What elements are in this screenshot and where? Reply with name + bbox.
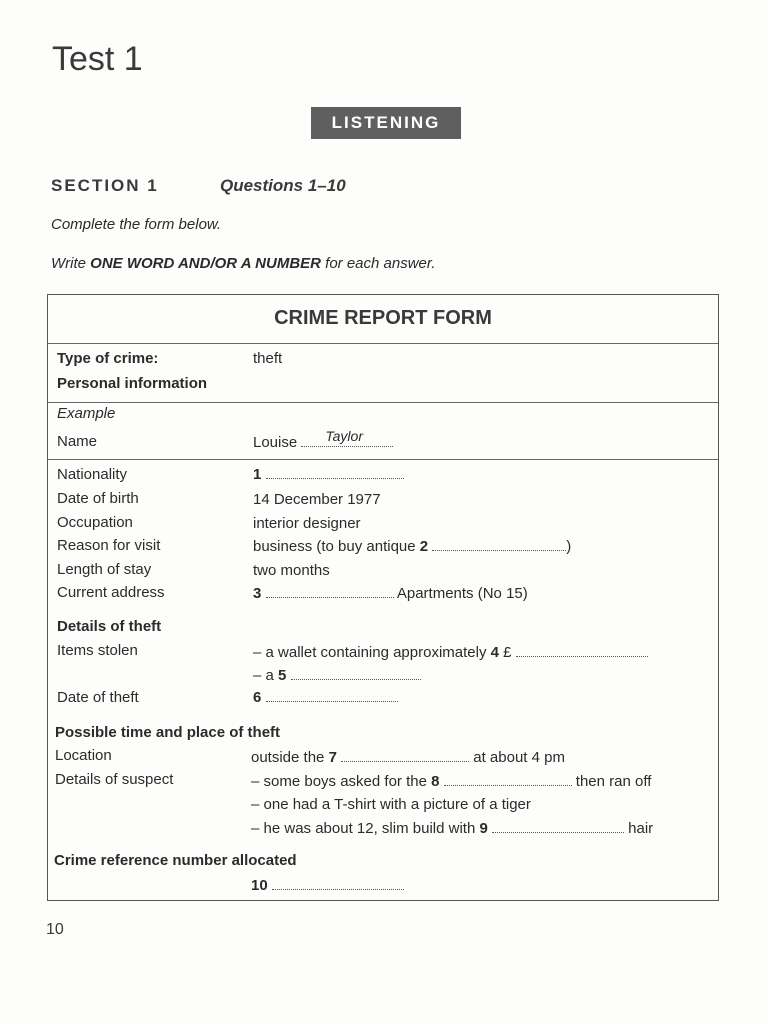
location-pre: outside the: [251, 749, 329, 766]
items-label: Items stolen: [57, 642, 138, 659]
q10-row: [251, 877, 404, 894]
q4-number: 4: [490, 644, 499, 661]
name-first: Louise: [253, 434, 298, 451]
q4-row: [253, 644, 648, 661]
name-answer: Taylor: [325, 428, 363, 444]
q1-row: [253, 466, 404, 483]
divider: [48, 402, 718, 403]
q6-blank[interactable]: [266, 689, 398, 702]
q2-number: 2: [419, 538, 429, 555]
divider: [48, 459, 718, 460]
occupation-value: interior designer: [253, 515, 361, 532]
name-answer-blank: [301, 428, 393, 447]
q8-number: 8: [431, 773, 440, 790]
occupation-label: Occupation: [57, 514, 133, 531]
nationality-label: Nationality: [57, 466, 128, 483]
q1-number: 1: [253, 466, 262, 483]
reason-pre: business (to buy antique: [253, 538, 420, 555]
crime-report-form: [47, 294, 719, 901]
listening-badge: LISTENING: [311, 107, 461, 139]
reason-label: Reason for visit: [57, 537, 161, 554]
q5-number: 5: [278, 667, 287, 684]
form-title: CRIME REPORT FORM: [274, 307, 492, 329]
suspect-label: Details of suspect: [55, 771, 174, 788]
q5-blank[interactable]: [291, 667, 421, 680]
possible-heading: Possible time and place of theft: [55, 724, 281, 741]
q8-blank[interactable]: [444, 773, 572, 786]
suspect1-post: then ran off: [575, 773, 652, 790]
address-label: Current address: [57, 584, 165, 601]
suspect2: – one had a T-shirt with a picture of a tiger: [251, 796, 531, 813]
section-label: SECTION 1: [51, 176, 159, 195]
divider: [48, 343, 718, 344]
q8-row: [251, 773, 651, 790]
type-of-crime-label: Type of crime:: [57, 350, 159, 367]
theft-heading: Details of theft: [57, 618, 162, 635]
q4-blank[interactable]: [516, 644, 648, 657]
q2-blank[interactable]: [432, 538, 566, 551]
stay-label: Length of stay: [57, 561, 152, 578]
items1-currency: £: [503, 644, 512, 661]
q10-number: 10: [251, 877, 268, 894]
reason-post: ): [566, 538, 572, 555]
q10-blank[interactable]: [272, 877, 404, 890]
address-post: Apartments (No 15): [396, 585, 528, 602]
items2-pre: – a: [253, 667, 279, 684]
q9-row: [251, 820, 653, 837]
suspect3-post: hair: [628, 820, 654, 837]
personal-info-heading: Personal information: [57, 375, 208, 392]
name-label: Name: [57, 433, 98, 450]
date-of-theft-label: Date of theft: [57, 689, 139, 706]
q5-row: [253, 667, 421, 684]
crime-ref-heading: Crime reference number allocated: [54, 852, 297, 869]
instruction-complete: Complete the form below.: [51, 216, 222, 233]
page-number: 10: [46, 921, 64, 938]
q7-row: [251, 749, 565, 766]
test-title: Test 1: [52, 40, 143, 78]
instruction-write-bold: ONE WORD AND/OR A NUMBER: [90, 255, 321, 272]
example-label: Example: [57, 405, 116, 422]
q3-blank[interactable]: [266, 585, 394, 598]
instruction-write-post: for each answer.: [321, 255, 436, 272]
dob-label: Date of birth: [57, 490, 139, 507]
q7-blank[interactable]: [341, 749, 469, 762]
q3-number: 3: [253, 585, 262, 602]
stay-value: two months: [253, 562, 330, 579]
instruction-write: [51, 255, 436, 272]
questions-label: Questions 1–10: [220, 176, 346, 195]
q6-row: [253, 689, 398, 706]
type-of-crime-value: theft: [253, 350, 283, 367]
q1-blank[interactable]: [266, 466, 404, 479]
q3-row: [253, 585, 528, 602]
items1-pre: – a wallet containing approximately: [253, 644, 491, 661]
q6-number: 6: [253, 689, 262, 706]
instruction-write-pre: Write: [51, 255, 91, 272]
q9-number: 9: [479, 820, 488, 837]
name-value: [253, 428, 393, 451]
suspect3-pre: – he was about 12, slim build with: [251, 820, 480, 837]
q2-row: [253, 538, 571, 555]
suspect1-pre: – some boys asked for the: [251, 773, 432, 790]
location-post: at about 4 pm: [473, 749, 565, 766]
location-label: Location: [55, 747, 112, 764]
q9-blank[interactable]: [492, 820, 624, 833]
dob-value: 14 December 1977: [253, 491, 381, 508]
q7-number: 7: [328, 749, 337, 766]
